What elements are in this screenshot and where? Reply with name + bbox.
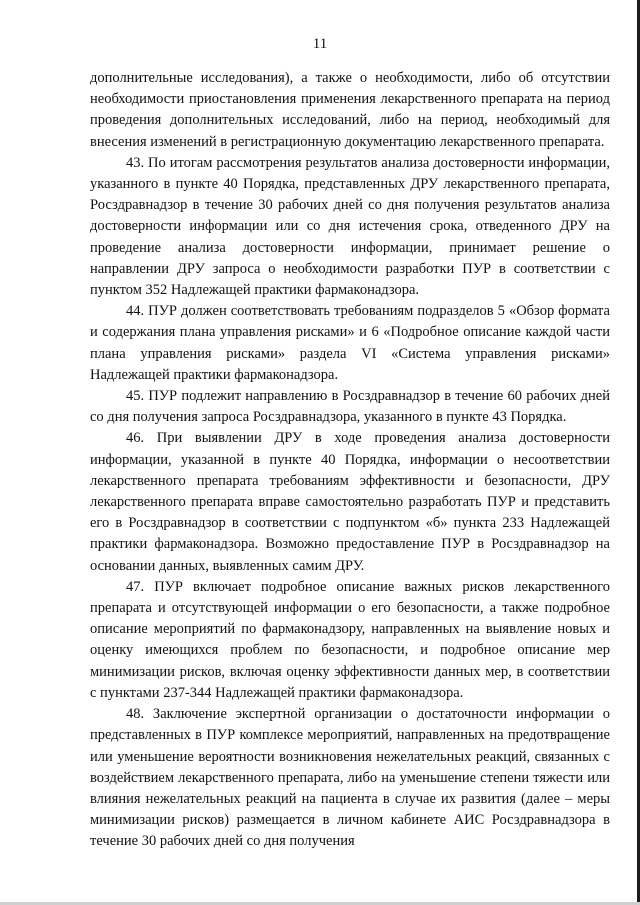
paragraph-item-43: 43. По итогам рассмотрения результатов анализа достоверности информации, указанного в пункте 40 Порядка, представленных ДРУ лекарственного препарата, Росздравнадзор в течение 30 рабочих дней со дня получения результатов анализа достоверности информации или со дня истечения срока, отведенного ДРУ на проведение анализа достоверности информации, принимает решение о направлении ДРУ запроса о необходимости разработки ПУР в соответствии с пунктом 352 Надлежащей практики фармаконадзора.: [90, 154, 610, 299]
document-body: [90, 68, 610, 853]
paragraph-item-48: 48. Заключение экспертной организации о достаточности информации о представленных в ПУР комплексе мероприятий, направленных на предотвращение или уменьшение вероятности возникновения нежелательных реакций, связанных с воздействием лекарственного препарата, либо на уменьшение степени тяжести или влияния нежелательных реакций на пациента в случае их развития (далее – меры минимизации рисков) размещается в личном кабинете АИС Росздравнадзора в течение 30 рабочих дней со дня получения: [90, 706, 610, 850]
paragraph-item-47: 47. ПУР включает подробное описание важных рисков лекарственного препарата и отсутствующей информации о его безопасности, а также подробное описание мероприятий по фармаконадзору, направленных на выявление новых и оценку имеющихся проблем по безопасности, и подробное описание мер минимизации рисков, включая оценку эффективности данных мер, в соответствии с пунктами 237-344 Надлежащей практики фармаконадзора.: [90, 578, 610, 701]
paragraph-continuation: дополнительные исследования), а также о необходимости, либо об отсутствии необходимости приостановления применения лекарственного препарата на период проведения дополнительных исследований, либо на период, необходимый для внесения изменений в регистрационную документацию лекарственного препарата.: [90, 70, 610, 150]
paragraph-item-46: 46. При выявлении ДРУ в ходе проведения анализа достоверности информации, указанной в пункте 40 Порядка, информации о несоответствии лекарственного препарата требованиям эффективности и безопасности, ДРУ лекарственного препарата вправе самостоятельно разработать ПУР и представить его в Росздравнадзор в соответствии с подпунктом «б» пункта 233 Надлежащей практики фармаконадзора. Возможно предоставление ПУР в Росздравнадзор на основании данных, выявленных самим ДРУ.: [90, 430, 610, 574]
paragraph-item-44: 44. ПУР должен соответствовать требованиям подразделов 5 «Обзор формата и содержания плана управления рисками» и 6 «Подробное описание каждой части плана управления рисками» раздела VI «Система управления рисками» Надлежащей практики фармаконадзора.: [90, 303, 610, 383]
page-number: 11: [312, 36, 328, 52]
paragraph-item-45: 45. ПУР подлежит направлению в Росздравнадзор в течение 60 рабочих дней со дня получения запроса Росздравнадзора, указанного в пункте 43 Порядка.: [90, 388, 610, 426]
